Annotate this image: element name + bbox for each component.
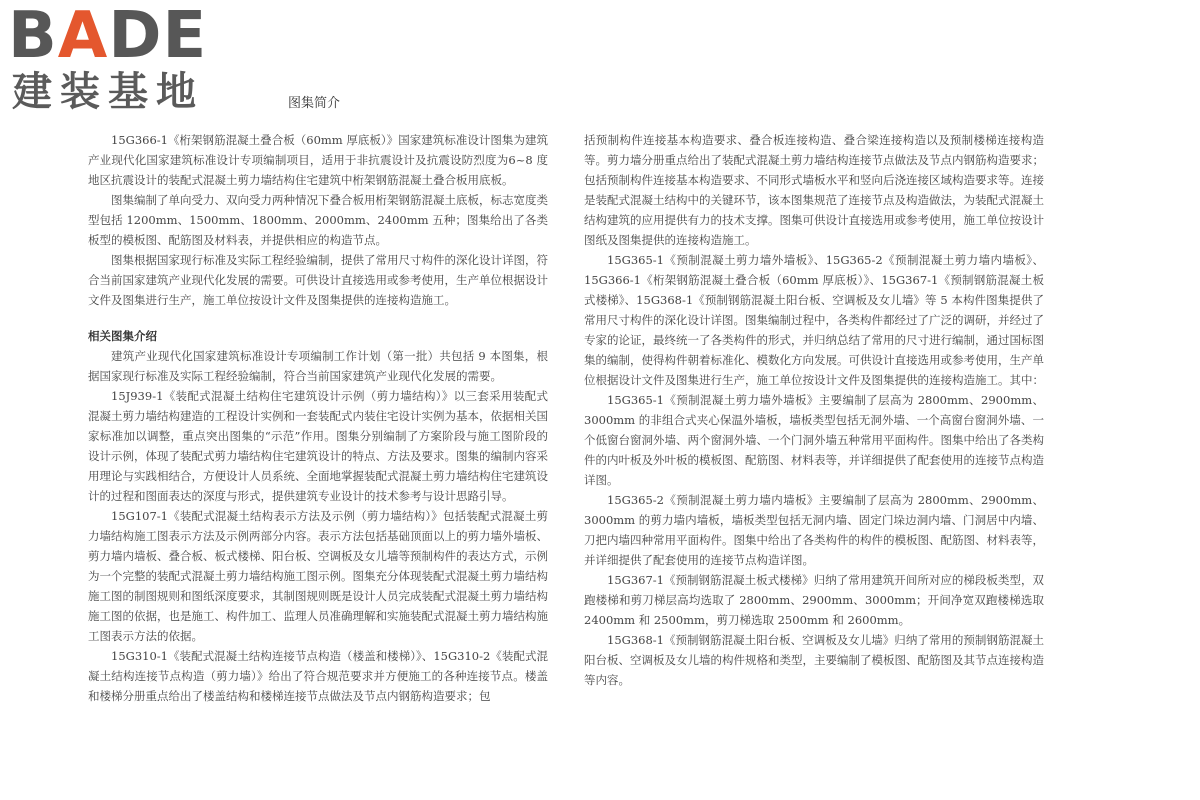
body-paragraph: 15G365-1《预制混凝土剪力墙外墙板》、15G365-2《预制混凝土剪力墙内墙板》、15G366-1《桁架钢筋混凝土叠合板（60mm 厚底板）》、15G367-1《预制钢筋混凝土板式楼梯》、15G368-1《预制钢筋混凝土阳台板、空调板及女儿墙》等 5 本构件图集提供了常用尺寸构件的深化设计详图。图集编制过程中，各类构件都经过了广泛的调研，并经过了专家的论证，最终统一了各类构件的形式，并归纳总结了常用的尺寸进行编制，通过国标图集的编制，使得构件朝着标准化、模数化方向发展。可供设计直接选用或参考使用，生产单位根据设计文件及图集进行生产，施工单位按设计文件及图集提供的连接构造施工。其中：: [584, 253, 1044, 387]
body-paragraph: 15G368-1《预制钢筋混凝土阳台板、空调板及女儿墙》归纳了常用的预制钢筋混凝土阳台板、空调板及女儿墙的构件规格和类型，主要编制了模板图、配筋图及其节点连接构造等内容。: [584, 633, 1044, 687]
intro-paragraph: 图集根据国家现行标准及实际工程经验编制，提供了常用尺寸构件的深化设计详图，符合当前国家建筑产业现代化发展的需要。可供设计直接选用或参考使用，生产单位根据设计文件及图集进行生产，施工单位按设计文件及图集提供的连接构造施工。: [88, 253, 548, 307]
section-paragraph: 建筑产业现代化国家建筑标准设计专项编制工作计划（第一批）共包括 9 本图集，根据国家现行标准及实际工程经验编制，符合当前国家建筑产业现代化发展的需要。: [88, 349, 548, 383]
section-heading: 相关图集介绍: [88, 329, 157, 343]
body-paragraph: 15G365-1《预制混凝土剪力墙外墙板》主要编制了层高为 2800mm、2900mm、3000mm 的非组合式夹心保温外墙板，墙板类型包括无洞外墙、一个高窗台窗洞外墙、一个低窗台窗洞外墙、两个窗洞外墙、一个门洞外墙五种常用平面构件。图集中给出了各类构件的内叶板及外叶板的模板图、配筋图、材料表等，并详细提供了配套使用的连接节点构造详图。: [584, 393, 1044, 487]
body-paragraph: 15G367-1《预制钢筋混凝土板式楼梯》归纳了常用建筑开间所对应的梯段板类型，双跑楼梯和剪刀梯层高均选取了 2800mm、2900mm、3000mm；开间净宽双跑楼梯选取 2400mm 和 2500mm，剪刀梯选取 2500mm 和 2600mm。: [584, 573, 1044, 627]
bade-logo: [8, 0, 238, 115]
page-title: 图集简介: [288, 96, 341, 111]
body-paragraph: 15G365-2《预制混凝土剪力墙内墙板》主要编制了层高为 2800mm、2900mm、3000mm 的剪力墙内墙板，墙板类型包括无洞内墙、固定门垛边洞内墙、门洞居中内墙、刀把内墙四种常用平面构件。图集中给出了各类构件的构件的模板图、配筋图、材料表等，并详细提供了配套使用的连接节点构造详图。: [584, 493, 1044, 567]
section-paragraph: 15G310-1《装配式混凝土结构连接节点构造（楼盖和楼梯）》、15G310-2《装配式混凝土结构连接节点构造（剪力墙）》给出了符合规范要求并方便施工的各种连接节点。楼盖和楼梯分册重点给出了楼盖结构和楼梯连接节点做法及节点内钢筋构造要求；包: [88, 649, 548, 703]
right-column: [584, 130, 1044, 690]
section-paragraph: 15G107-1《装配式混凝土结构表示方法及示例（剪力墙结构）》包括装配式混凝土剪力墙结构施工图表示方法及示例两部分内容。表示方法包括基础顶面以上的剪力墙外墙板、剪力墙内墙板、叠合板、板式楼梯、阳台板、空调板及女儿墙等预制构件的表达方式，示例为一个完整的装配式混凝土剪力墙结构施工图示例。图集充分体现装配式混凝土剪力墙结构施工图的制图规则和图纸深度要求，其制图规则既是设计人员完成装配式混凝土剪力墙结构施工图的依据，也是施工、构件加工、监理人员准确理解和实施装配式混凝土剪力墙结构施工图表示方法的依据。: [88, 509, 548, 643]
section-paragraph: 15J939-1《装配式混凝土结构住宅建筑设计示例（剪力墙结构）》以三套采用装配式混凝土剪力墙结构建造的工程设计实例和一套装配式内装住宅设计实例为基本，依据相关国家标准加以调整，重点突出图集的“示范”作用。图集分别编制了方案阶段与施工图阶段的设计示例，体现了装配式剪力墙结构住宅建筑设计的特点、方法及要求。图集的编制内容采用理论与实践相结合，方便设计人员系统、全面地掌握装配式混凝土剪力墙结构住宅建筑设计的过程和图面表达的深度与形式，提供建筑专业设计的技术参考与设计思路引导。: [88, 389, 548, 503]
logo-subtitle: 建装基地: [12, 69, 204, 115]
logo-wordmark: BADE: [8, 0, 208, 73]
continued-paragraph: 括预制构件连接基本构造要求、叠合板连接构造、叠合梁连接构造以及预制楼梯连接构造等。剪力墙分册重点给出了装配式混凝土剪力墙结构连接节点做法及节点内钢筋构造要求；包括预制构件连接基本构造要求、不同形式墙板水平和竖向后浇连接区域构造要求等。连接是装配式混凝土结构中的关键环节，该本图集规范了连接节点及构造做法，为装配式混凝土结构建筑的应用提供有力的技术支撑。图集可供设计直接选用或参考使用，施工单位按设计图纸及图集提供的连接构造施工。: [584, 133, 1044, 247]
left-column: [88, 130, 548, 706]
intro-paragraph: 15G366-1《桁架钢筋混凝土叠合板（60mm 厚底板）》国家建筑标准设计图集为建筑产业现代化国家建筑标准设计专项编制项目，适用于非抗震设计及抗震设防烈度为6~8 度地区抗震设计的装配式混凝土剪力墙结构住宅建筑中桁架钢筋混凝土叠合板用底板。: [88, 133, 548, 187]
intro-paragraph: 图集编制了单向受力、双向受力两种情况下叠合板用桁架钢筋混凝土底板，标志宽度类型包括 1200mm、1500mm、1800mm、2000mm、2400mm 五种；图集给出了各类板型的模板图、配筋图及材料表，并提供相应的构造节点。: [88, 193, 548, 247]
